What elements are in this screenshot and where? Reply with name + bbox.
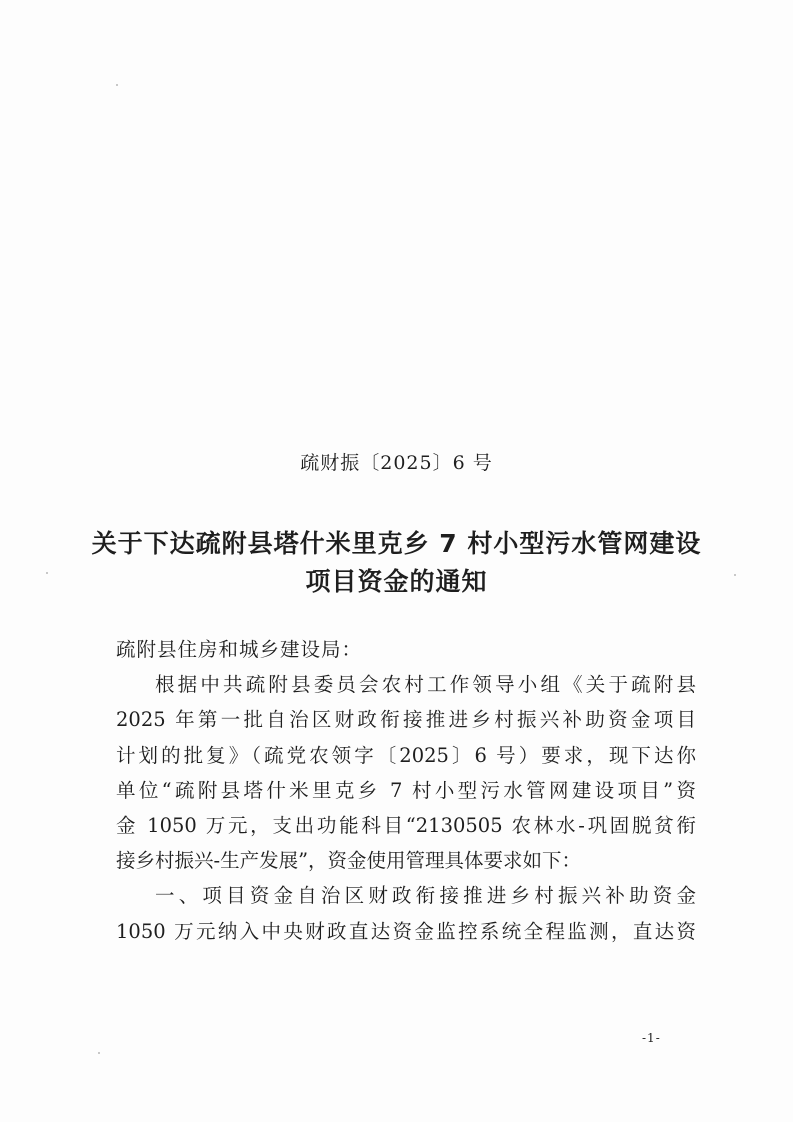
scan-speck	[116, 84, 118, 86]
paragraph-1-line: 计划的批复》（疏党农领字〔2025〕6 号）要求，现下达你	[116, 743, 696, 767]
paragraph-1-line: 根据中共疏附县委员会农村工作领导小组《关于疏附县	[155, 673, 696, 697]
scan-speck	[98, 1052, 100, 1054]
paragraph-1-line: 接乡村振兴-生产发展”，资金使用管理具体要求如下：	[116, 849, 582, 873]
title-line-2: 项目资金的通知	[305, 567, 488, 596]
title-line-1: 关于下达疏附县塔什米里克乡 7 村小型污水管网建设	[91, 529, 702, 558]
paragraph-1-line: 金 1050 万元，支出功能科目“2130505 农林水-巩固脱贫衔	[116, 813, 697, 837]
paragraph-2-line: 1050 万元纳入中央财政直达资金监控系统全程监测，直达资	[116, 919, 696, 943]
paragraph-1-line: 2025 年第一批自治区财政衔接推进乡村振兴补助资金项目	[116, 708, 696, 732]
scan-speck	[46, 572, 48, 574]
document-body	[116, 632, 696, 949]
document-title	[60, 525, 733, 601]
page-number: -1-	[642, 1031, 661, 1045]
document-number: 疏财振〔2025〕6 号	[300, 452, 493, 474]
scan-speck	[734, 574, 736, 576]
paragraph-1-line: 单位“疏附县塔什米里克乡 7 村小型污水管网建设项目”资	[116, 778, 696, 802]
paragraph-2-line: 一、项目资金自治区财政衔接推进乡村振兴补助资金	[155, 884, 696, 908]
addressee: 疏附县住房和城乡建设局：	[116, 638, 363, 661]
